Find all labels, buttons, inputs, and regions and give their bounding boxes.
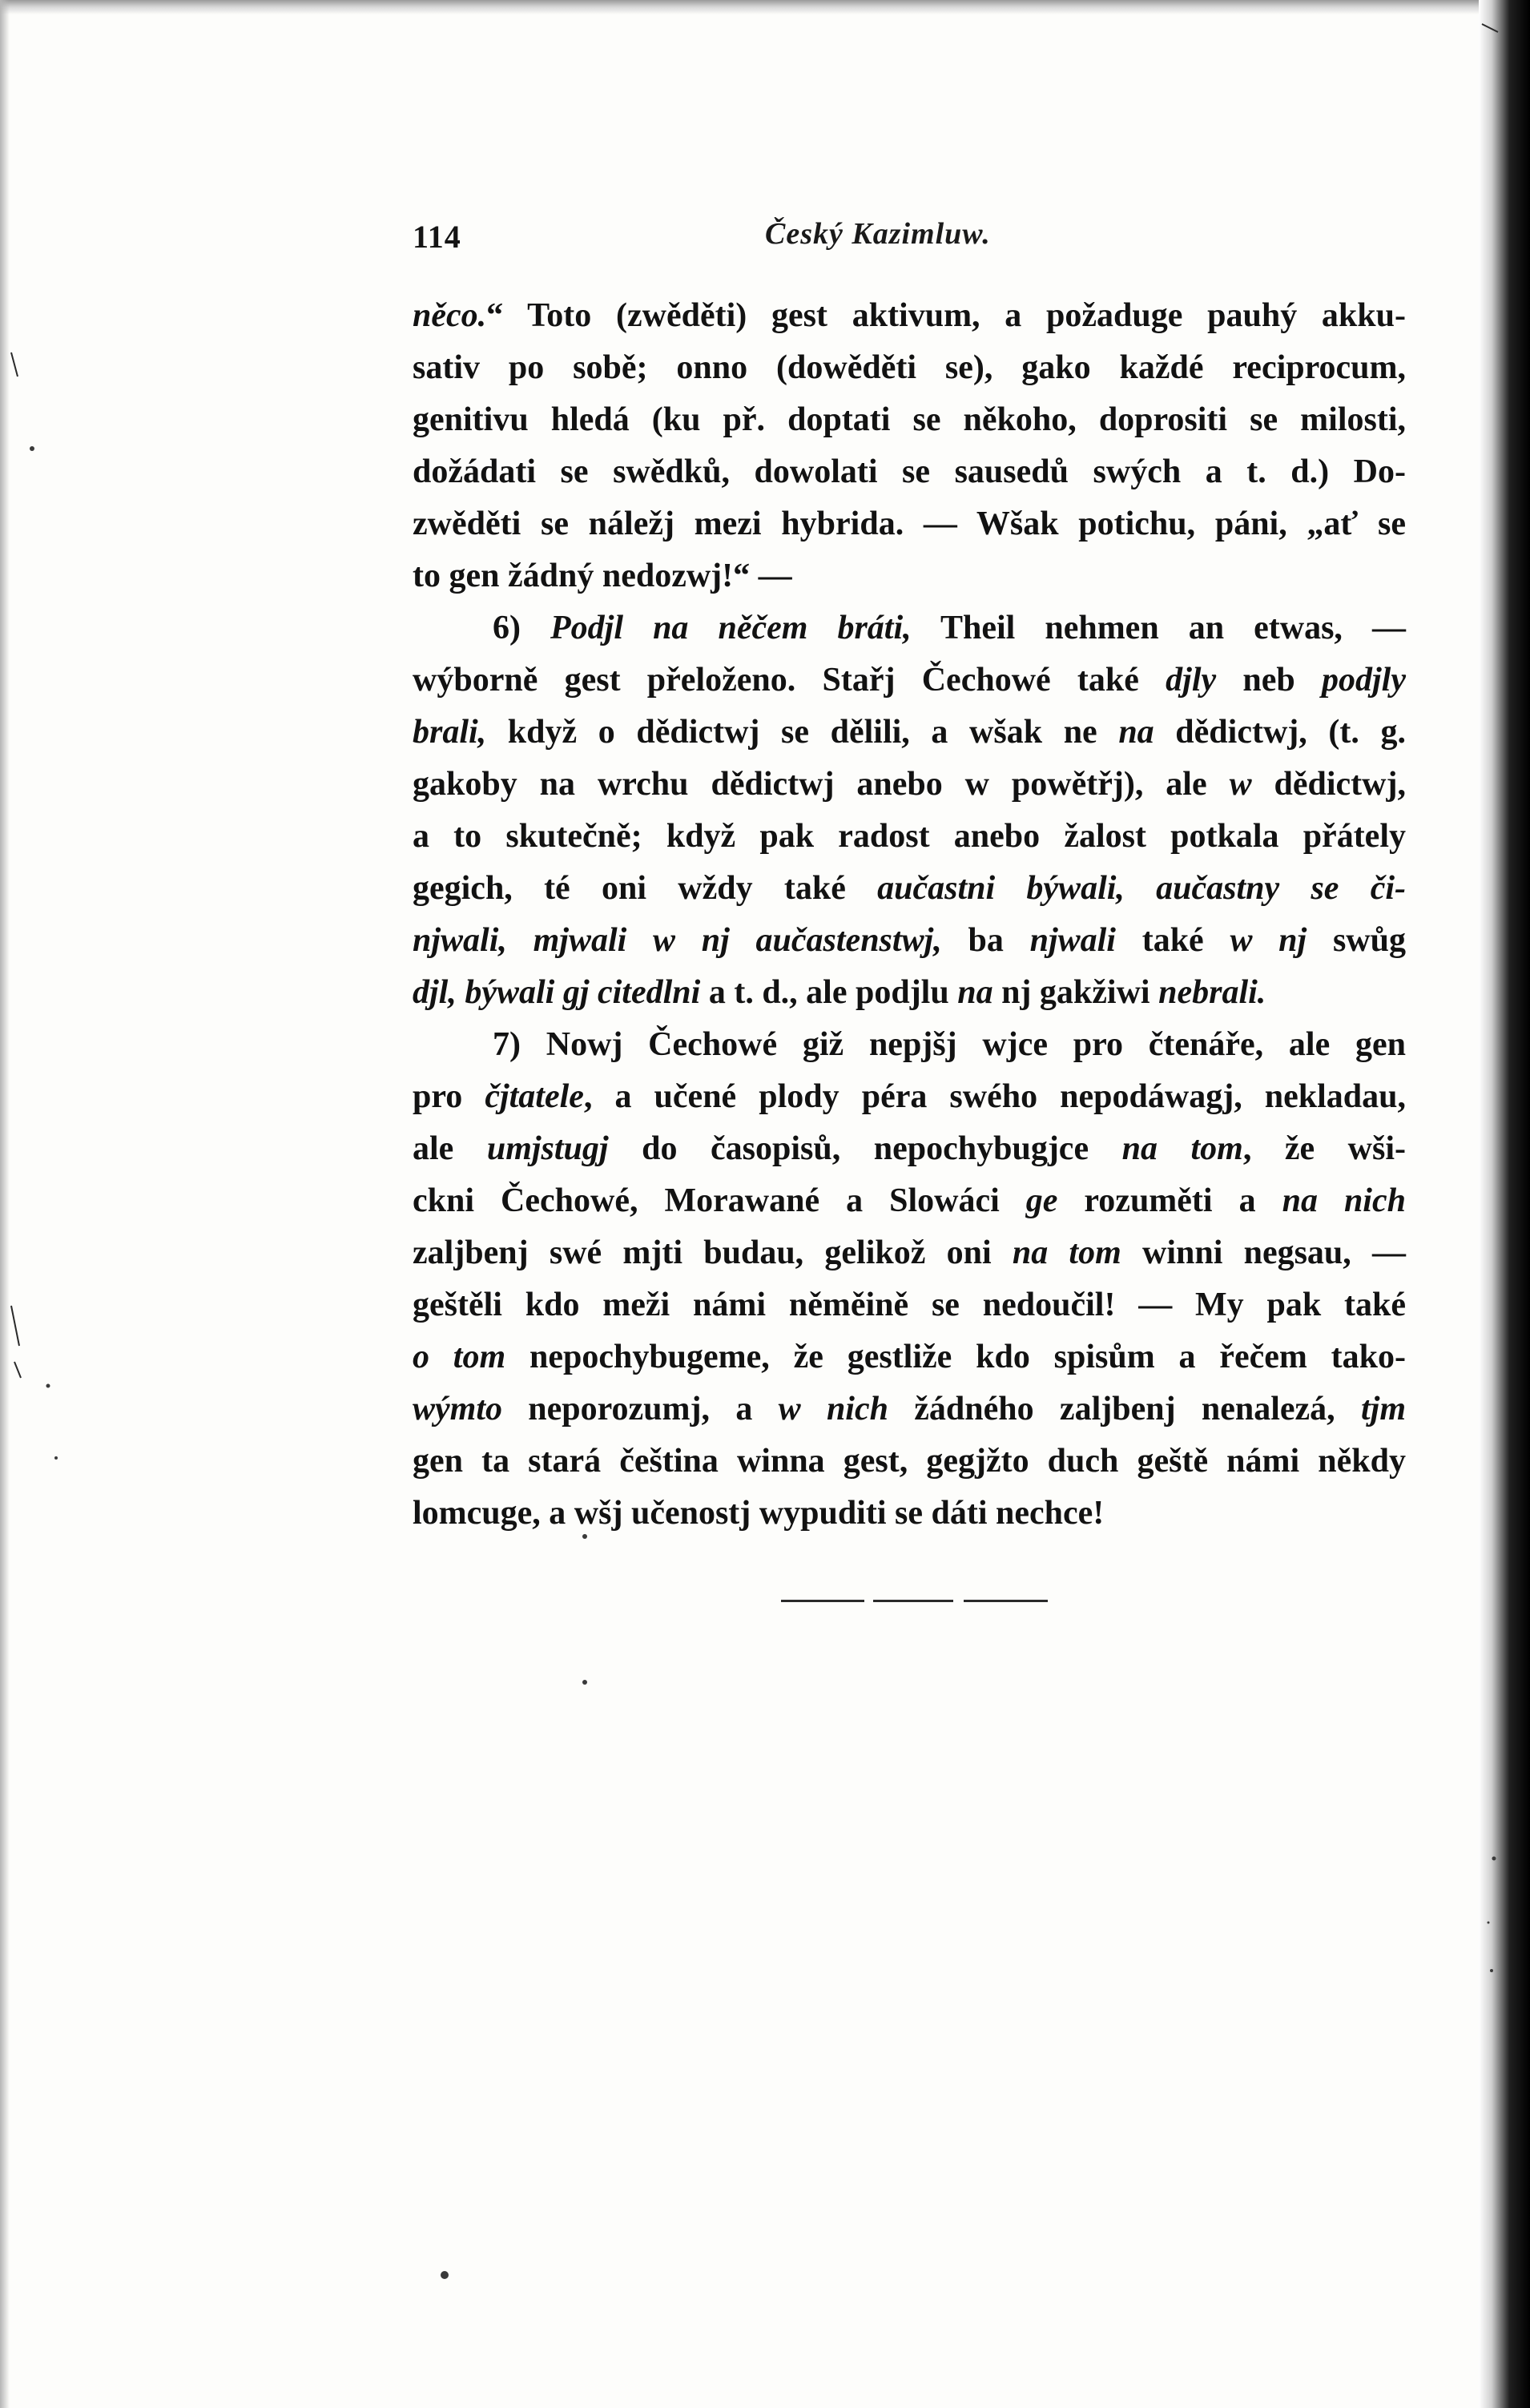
text-segment: geštěli kdo meži námi něměině se nedoučil! — My pak také	[413, 1287, 1406, 1323]
italic-text: na nich	[1282, 1182, 1406, 1219]
italic-text: wýmto	[413, 1391, 502, 1427]
text-line	[413, 811, 1406, 863]
italic-text: umjstugj	[486, 1130, 609, 1167]
text-line	[413, 1227, 1406, 1279]
text-line	[413, 602, 1406, 654]
text-line	[413, 1488, 1406, 1540]
italic-text: Podjl na něčem bráti,	[550, 610, 912, 646]
text-segment: gegich, té oni wždy také	[413, 870, 878, 907]
text-segment: a t. d., ale podjlu	[700, 974, 958, 1011]
text-line	[413, 1019, 1406, 1071]
text-line	[413, 1071, 1406, 1123]
text-segment: swůg	[1307, 922, 1406, 959]
text-line	[413, 1331, 1406, 1383]
text-line	[413, 863, 1406, 915]
italic-text: na	[1118, 714, 1154, 751]
text-segment: žádného zaljbenj nenalezá,	[888, 1391, 1361, 1427]
text-line	[413, 1436, 1406, 1488]
text-segment: 6)	[493, 610, 551, 646]
section-rule	[781, 1600, 864, 1602]
italic-text: njwali, mjwali w nj aučastenstwj,	[413, 922, 942, 959]
italic-text: w nj	[1230, 922, 1307, 959]
section-rule	[964, 1600, 1048, 1602]
italic-text: brali,	[413, 714, 487, 751]
italic-text: na	[957, 974, 993, 1011]
text-segment: neporozumj, a	[502, 1391, 779, 1427]
text-segment: , že wši-	[1242, 1130, 1407, 1167]
italic-text: něco.	[413, 297, 487, 334]
text-segment: nj gakžiwi	[992, 974, 1159, 1011]
text-segment: gen ta stará čeština winna gest, gegjžto duch geště námi někdy	[413, 1443, 1406, 1480]
text-segment: lomcuge, a wšj učenostj wypuditi se dáti nechce!	[413, 1495, 1105, 1532]
text-segment: také	[1115, 922, 1230, 959]
italic-text: w	[1229, 766, 1252, 803]
text-segment: pro	[413, 1078, 485, 1115]
italic-text: tjm	[1360, 1391, 1406, 1427]
text-line	[413, 498, 1406, 550]
text-line	[413, 290, 1406, 342]
text-segment: sativ po sobě; onno (dowěděti se), gako každé reciprocum,	[413, 349, 1406, 386]
text-segment: Theil nehmen an etwas, —	[911, 610, 1406, 646]
text-segment: rozuměti a	[1057, 1182, 1282, 1219]
page-number: 114	[413, 219, 461, 255]
italic-text: djl, býwali gj citedlni	[413, 974, 701, 1011]
text-segment: 7) Nowj Čechowé giž nepjšj wjce pro čtenáře, ale gen	[493, 1026, 1406, 1063]
italic-text: čjtatele	[485, 1078, 584, 1115]
text-segment: winni negsau, —	[1121, 1234, 1407, 1271]
text-segment: do časopisů, nepochybugjce	[608, 1130, 1122, 1167]
text-line	[413, 1279, 1406, 1331]
text-segment: , a učené plody péra swého nepodáwagj, nekladau,	[583, 1078, 1406, 1115]
text-line	[413, 707, 1406, 759]
italic-text: podjly	[1322, 662, 1406, 699]
text-segment: genitivu hledá (ku př. doptati se někoho, doprositi se milosti,	[413, 401, 1406, 438]
text-segment: když o dědictwj se dělili, a wšak ne	[486, 714, 1119, 751]
text-line	[413, 654, 1406, 707]
text-line	[413, 1383, 1406, 1436]
text-segment: neb	[1216, 662, 1323, 699]
text-segment: dědictwj, (t. g.	[1154, 714, 1407, 751]
text-segment: ale	[413, 1130, 487, 1167]
text-segment: zwěděti se náležj mezi hybrida. — Wšak potichu, páni, „ať se	[413, 505, 1406, 542]
text-segment: ba	[941, 922, 1030, 959]
italic-text: ge	[1025, 1182, 1058, 1219]
text-segment: gakoby na wrchu dědictwj anebo w powětřj), ale	[413, 766, 1230, 803]
section-rule	[873, 1600, 953, 1602]
running-header	[413, 210, 1406, 255]
text-segment: “ Toto (zwěděti) gest aktivum, a požaduge pauhý akku-	[486, 297, 1406, 334]
text-segment: zaljbenj swé mjti budau, gelikož oni	[413, 1234, 1013, 1271]
italic-text: nebrali.	[1158, 974, 1266, 1011]
italic-text: njwali	[1029, 922, 1116, 959]
italic-text: aučastni býwali, aučastny se či-	[877, 870, 1406, 907]
text-line	[413, 915, 1406, 967]
text-line	[413, 446, 1406, 498]
italic-text: o tom	[413, 1339, 506, 1375]
text-line	[413, 550, 1406, 602]
text-line	[413, 1123, 1406, 1175]
text-segment: nepochybugeme, že gestliže kdo spisům a řečem tako-	[505, 1339, 1406, 1375]
text-segment: a to skutečně; když pak radost anebo žalost potkala přátely	[413, 818, 1406, 855]
italic-text: w nich	[778, 1391, 888, 1427]
text-segment: dožádati se swědků, dowolati se sausedů swých a t. d.) Do-	[413, 453, 1406, 490]
running-title: Český Kazimluw.	[765, 217, 991, 251]
body-text	[413, 290, 1406, 1540]
text-line	[413, 759, 1406, 811]
text-segment: to gen žádný nedozwj!“ —	[413, 558, 792, 594]
text-line	[413, 1175, 1406, 1227]
text-segment: dědictwj,	[1251, 766, 1406, 803]
italic-text: na tom	[1121, 1130, 1243, 1167]
italic-text: djly	[1166, 662, 1217, 699]
text-line	[413, 342, 1406, 394]
text-segment: ckni Čechowé, Morawané a Slowáci	[413, 1182, 1026, 1219]
italic-text: na tom	[1012, 1234, 1121, 1271]
text-segment: wýborně gest přeloženo. Stařj Čechowé také	[413, 662, 1166, 699]
text-line	[413, 394, 1406, 446]
text-line	[413, 967, 1406, 1019]
